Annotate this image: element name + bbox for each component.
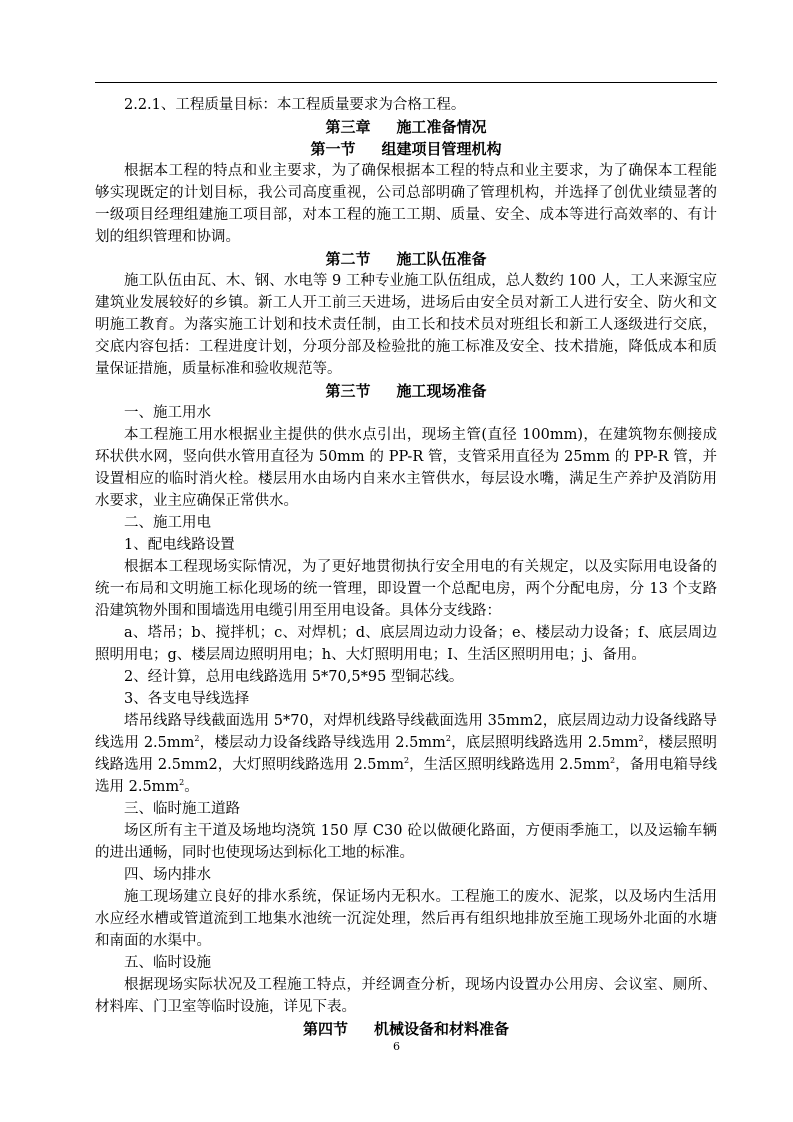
section-2-heading	[95, 248, 717, 270]
superscript: 2	[445, 734, 451, 744]
section-1-body: 根据本工程的特点和业主要求，为了确保根据本工程的特点和业主要求，为了确保本工程能够实现既定的计划目标，我公司高度重视，公司总部明确了管理机构，并选择了创优业绩显著的一级项目经理组建施工项目部，对本工程的施工工期、质量、安全、成本等进行高效率的、有计划的组织管理和协调。	[95, 163, 717, 245]
wire-selection-body	[95, 710, 717, 798]
section-title: 施工现场准备	[396, 382, 487, 400]
section-1-heading	[95, 138, 717, 160]
power-subheading-2: 2、经计算，总用电线路选用 5*70,5*95 型铜芯线。	[124, 669, 464, 685]
road-heading: 三、临时施工道路	[124, 801, 240, 817]
section-3-heading	[95, 380, 717, 402]
superscript: 2	[404, 756, 410, 766]
wire-text: 塔吊线路导线截面选用 5*70，对焊机线路导线截面选用 35mm2，底层周边动力设备线路导线选用 2.5mm	[95, 713, 717, 751]
superscript: 2	[194, 734, 200, 744]
wire-text: ，楼层照明线路选用 2.5mm2，大灯照明线路选用 2.5mm	[95, 735, 718, 773]
section-number: 第一节	[310, 140, 356, 158]
power-heading: 二、施工用电	[124, 515, 211, 531]
water-heading: 一、施工用水	[124, 405, 211, 421]
document-body	[95, 94, 717, 1040]
section-2-body: 施工队伍由瓦、木、钢、水电等 9 工种专业施工队伍组成，总人数约 100 人，工人来源宝应建筑业发展较好的乡镇。新工人开工前三天进场，进场后由安全员对新工人进行安全、防火和文明施工教育。为落实施工计划和技术责任制，由工长和技术员对班组长和新工人逐级进行交底，交底内容包括：工程进度计划，分项分部及检验批的施工标准及安全、技术措施，降低成本和质量保证措施，质量标准和验收规范等。	[95, 273, 717, 377]
section-4-heading	[95, 1018, 717, 1040]
wire-text: ，生活区照明线路选用 2.5mm	[409, 757, 610, 773]
section-title: 组建项目管理机构	[381, 140, 502, 158]
wire-text: 。	[184, 779, 199, 795]
section-title: 机械设备和材料准备	[374, 1020, 510, 1038]
chapter-title: 施工准备情况	[396, 118, 487, 136]
page-number: 6	[393, 1040, 400, 1053]
wire-text: ，备用电箱导线选用 2.5mm	[95, 757, 718, 795]
header-rule	[95, 82, 717, 83]
section-number: 第四节	[302, 1020, 348, 1038]
wire-text: ，楼层动力设备线路导线选用 2.5mm	[199, 735, 446, 751]
superscript: 2	[638, 734, 644, 744]
power-subheading-3: 3、各支电导线选择	[124, 691, 250, 707]
wire-text: ，底层照明线路选用 2.5mm	[450, 735, 639, 751]
power-subheading-1: 1、配电线路设置	[124, 537, 235, 553]
drainage-body: 施工现场建立良好的排水系统，保证场内无积水。工程施工的废水、泥浆，以及场内生活用水应经水槽或管道流到工地集水池统一沉淀处理，然后再有组织地排放至施工现场外北面的水塘和南面的水渠中。	[95, 889, 717, 949]
superscript: 2	[610, 756, 616, 766]
section-number: 第三节	[325, 382, 371, 400]
temp-facilities-heading: 五、临时设施	[124, 955, 211, 971]
section-title: 施工队伍准备	[396, 250, 487, 268]
temp-facilities-body: 根据现场实际状况及工程施工特点，并经调查分析，现场内设置办公用房、会议室、厕所、材料库、门卫室等临时设施，详见下表。	[95, 977, 717, 1015]
chapter-number: 第三章	[325, 118, 371, 136]
section-number: 第二节	[325, 250, 371, 268]
drainage-heading: 四、场内排水	[124, 867, 211, 883]
power-body: 根据本工程现场实际情况，为了更好地贯彻执行安全用电的有关规定，以及实际用电设备的统一布局和文明施工标化现场的统一管理，即设置一个总配电房，两个分配电房，分 13 个支路沿建筑物外围和围墙选用电缆引用至用电设备。具体分支线路：	[95, 559, 717, 619]
water-body: 本工程施工用水根据业主提供的供水点引出，现场主管(直径 100mm)，在建筑物东侧接成环状供水网，竖向供水管用直径为 50mm 的 PP-R 管，支管采用直径为 25mm 的 PP-R 管，并设置相应的临时消火栓。楼层用水由场内自来水主管供水，每层设水嘴，满足生产养护及消防用水要求，业主应确保正常供水。	[95, 427, 717, 509]
chapter-heading	[95, 116, 717, 138]
quality-goal: 2.2.1、工程质量目标：本工程质量要求为合格工程。	[124, 97, 466, 113]
branch-lines: a、塔吊；b、搅拌机；c、对焊机；d、底层周边动力设备；e、楼层动力设备；f、底层周边照明用电；g、楼层周边照明用电；h、大灯照明用电；I、生活区照明用电；j、备用。	[95, 625, 717, 663]
superscript: 2	[179, 778, 185, 788]
road-body: 场区所有主干道及场地均浇筑 150 厚 C30 砼以做硬化路面，方便雨季施工，以及运输车辆的进出通畅，同时也使现场达到标化工地的标准。	[95, 823, 717, 861]
